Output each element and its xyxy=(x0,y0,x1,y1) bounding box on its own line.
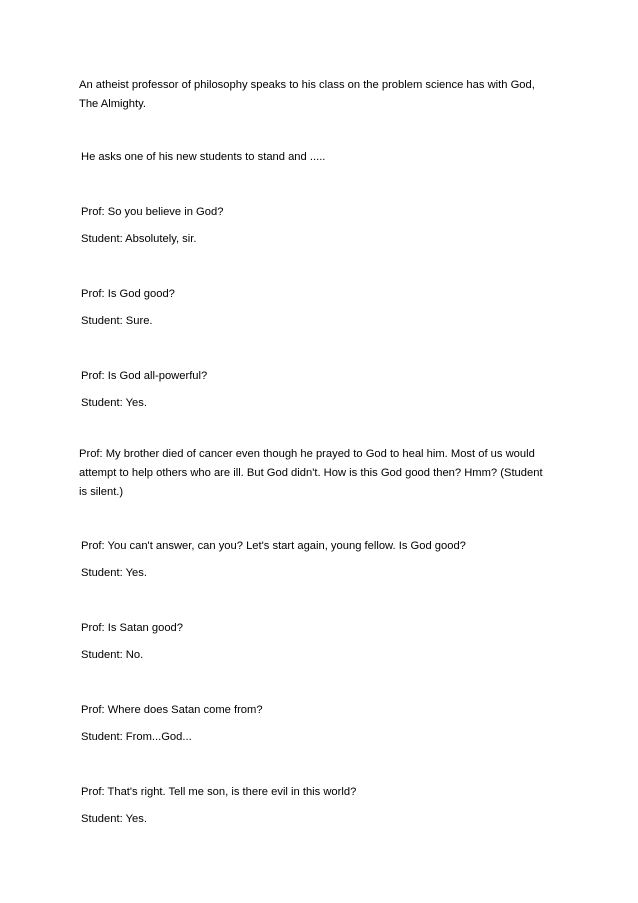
student-line: Student: No. xyxy=(81,649,144,661)
prof-line: Prof: Is God good? xyxy=(81,288,175,300)
intro-paragraph: An atheist professor of philosophy speaks to his class on the problem science has with God, The Almighty. xyxy=(79,79,535,110)
student-line: Student: Absolutely, sir. xyxy=(81,233,197,245)
brother-paragraph: Prof: My brother died of cancer even though he prayed to God to heal him. Most of us would attempt to help others who are ill. But God didn't. How is this God good then? Hmm? (Student is silent.) xyxy=(79,448,543,498)
prof-line: Prof: Is Satan good? xyxy=(81,622,183,634)
prof-line: Prof: So you believe in God? xyxy=(81,206,224,218)
student-line: Student: From...God... xyxy=(81,731,192,743)
student-line: Student: Sure. xyxy=(81,315,153,327)
prof-line: Prof: Is God all-powerful? xyxy=(81,370,208,382)
prof-line: Prof: Where does Satan come from? xyxy=(81,704,263,716)
narration-line: He asks one of his new students to stand and ..... xyxy=(81,151,326,163)
student-line: Student: Yes. xyxy=(81,813,147,825)
prof-line: Prof: That's right. Tell me son, is there evil in this world? xyxy=(81,786,357,798)
student-line: Student: Yes. xyxy=(81,567,147,579)
student-line: Student: Yes. xyxy=(81,397,147,409)
prof-line: Prof: You can't answer, can you? Let's start again, young fellow. Is God good? xyxy=(81,540,466,552)
